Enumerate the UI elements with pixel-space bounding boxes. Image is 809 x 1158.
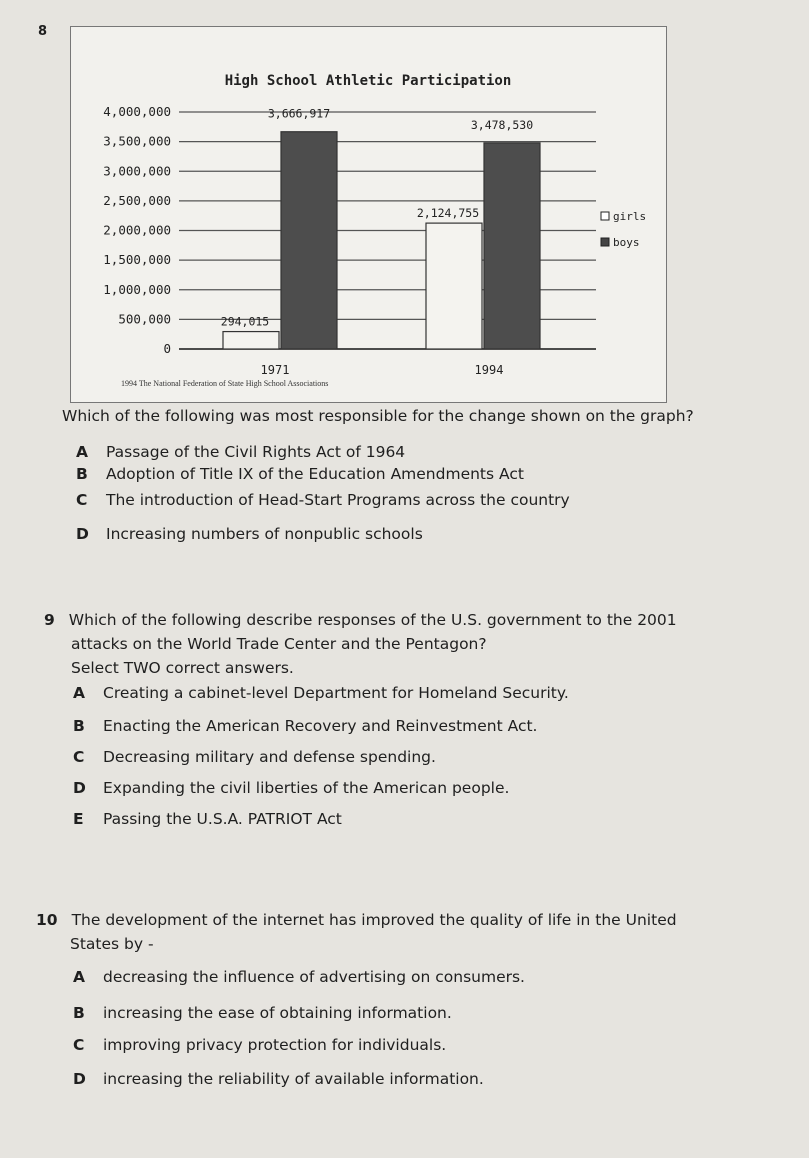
q10-option-text: improving privacy protection for individuals. (103, 1036, 447, 1054)
q10-option-letter: C (73, 1036, 85, 1054)
q9-option-letter: B (73, 717, 85, 735)
question-9-text1: Which of the following describe responses of the U.S. government to the 2001 (68, 611, 677, 629)
data-label-girls-1994: 2,124,755 (416, 206, 480, 221)
bar-boys-1971 (281, 132, 337, 349)
chart-source: 1994 The National Federation of State High School Associations (121, 379, 329, 388)
legend-label-girls: girls (613, 210, 647, 223)
q9-option-letter: E (73, 810, 84, 828)
legend-label-boys: boys (613, 236, 640, 249)
data-label-girls-1971: 294,015 (220, 314, 270, 329)
legend-swatch-girls (601, 212, 609, 220)
question-8-number: 8 (38, 24, 48, 39)
q9-option-a[interactable] (73, 683, 569, 703)
q10-option-text: increasing the ease of obtaining information. (103, 1004, 452, 1022)
q8-option-c[interactable] (76, 490, 570, 510)
question-10-text1: The development of the internet has improved the quality of life in the United (71, 911, 677, 929)
chart-svg (71, 27, 666, 402)
q9-option-letter: D (73, 779, 86, 797)
y-tick-label: 1,500,000 (103, 252, 171, 268)
data-label-boys-1971: 3,666,917 (267, 106, 331, 121)
q8-option-text: Passage of the Civil Rights Act of 1964 (106, 443, 406, 461)
q9-option-text: Passing the U.S.A. PATRIOT Act (103, 810, 342, 828)
q10-option-text: increasing the reliability of available information. (103, 1070, 484, 1088)
question-9-instruction: Select TWO correct answers. (71, 659, 294, 677)
q10-option-text: decreasing the influence of advertising on consumers. (103, 968, 525, 986)
y-tick-label: 1,000,000 (103, 281, 171, 297)
x-tick-label: 1971 (260, 363, 290, 377)
q9-option-letter: A (73, 684, 85, 702)
question-9-text2: attacks on the World Trade Center and the Pentagon? (71, 635, 487, 653)
y-tick-label: 3,500,000 (103, 133, 171, 149)
legend-swatch-boys (601, 238, 609, 246)
q9-option-text: Enacting the American Recovery and Reinvestment Act. (103, 717, 538, 735)
question-10-number: 10 (36, 911, 58, 929)
q10-option-letter: B (73, 1004, 85, 1022)
question-9-number: 9 (44, 611, 55, 629)
chart-title: High School Athletic Participation (224, 73, 512, 89)
q10-option-letter: A (73, 968, 85, 986)
question-9-line1 (44, 610, 677, 630)
question-8-text: Which of the following was most responsible for the change shown on the graph? (62, 407, 694, 425)
data-label-boys-1994: 3,478,530 (470, 117, 534, 132)
q8-option-d[interactable] (76, 524, 423, 544)
bar-girls-1971 (223, 332, 279, 349)
q8-option-b[interactable] (76, 464, 524, 484)
q10-option-letter: D (73, 1070, 86, 1088)
question-10-line1 (36, 910, 677, 930)
x-tick-label: 1994 (474, 363, 504, 377)
q9-option-text: Expanding the civil liberties of the American people. (103, 779, 510, 797)
q8-option-letter: B (76, 465, 88, 483)
q9-option-text: Decreasing military and defense spending. (103, 748, 436, 766)
q8-option-letter: D (76, 525, 89, 543)
q8-option-text: The introduction of Head-Start Programs across the country (106, 491, 570, 509)
q9-option-c[interactable] (73, 747, 436, 767)
bar-girls-1994 (426, 223, 482, 349)
y-tick-label: 2,500,000 (103, 192, 171, 208)
y-tick-label: 0 (163, 341, 171, 356)
q10-option-d[interactable] (73, 1069, 484, 1089)
q8-option-letter: A (76, 443, 88, 461)
q10-option-b[interactable] (73, 1003, 452, 1023)
q9-option-letter: C (73, 748, 85, 766)
y-tick-label: 3,000,000 (103, 163, 171, 179)
q8-option-text: Increasing numbers of nonpublic schools (106, 525, 423, 543)
q9-option-d[interactable] (73, 778, 509, 798)
q10-option-a[interactable] (73, 967, 525, 987)
question-10-text2: States by - (70, 935, 154, 953)
y-tick-label: 4,000,000 (103, 104, 171, 119)
y-tick-label: 2,000,000 (103, 222, 171, 238)
q9-option-e[interactable] (73, 809, 342, 829)
q8-option-text: Adoption of Title IX of the Education Amendments Act (106, 465, 524, 483)
q9-option-text: Creating a cabinet-level Department for Homeland Security. (103, 684, 569, 702)
q8-option-letter: C (76, 491, 88, 509)
q8-option-a[interactable] (76, 442, 405, 462)
q9-option-b[interactable] (73, 716, 537, 736)
y-tick-label: 500,000 (118, 311, 171, 327)
bar-boys-1994 (484, 143, 540, 349)
q10-option-c[interactable] (73, 1035, 446, 1055)
athletic-participation-chart (70, 26, 667, 403)
